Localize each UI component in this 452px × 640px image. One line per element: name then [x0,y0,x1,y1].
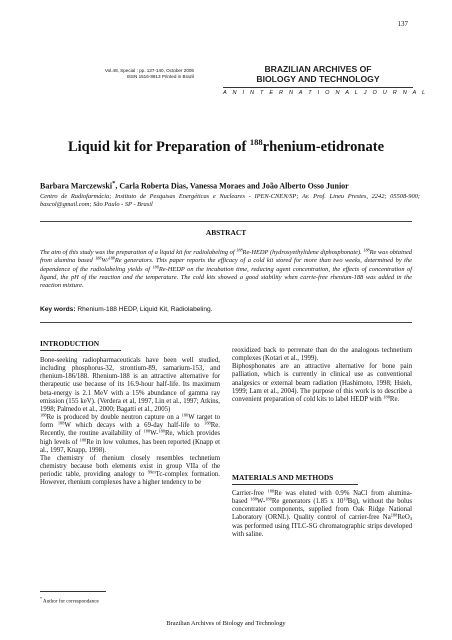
intro-paragraph-5: Biphosphonates are an attractive alternative for bone pain palliation, which is currently in clinical use as conventional analgesics or external beam radiation (Hashimoto, 1998; Hsieh, 1999; Lam et al., 2004). The purpose of this work is to describe a convenient preparation of cold kits to label HEDP with $^{188}$Re. [232,363,412,403]
abstract-divider [40,322,412,323]
author-list [40,180,420,191]
footnote-rule [40,591,106,592]
right-column [232,347,412,404]
page-number: 137 [397,20,408,28]
methods-paragraph-1: Carrier-free $^{188}$Re was eluted with 0.9% NaCl from alumina-based $^{188}$W-$^{188}$Re generators (1.85 x $10^{10}Bq$), without the bolus concentrator components, supplied from Oak Ridge National Laboratory (ORNL). Quality control of carrier-free $Na^{188}ReO_4$ was performed using ITLC-SG chromatographic strips developed with saline. [232,488,412,538]
intro-paragraph-3: The chemistry of rhenium closely resembles technetium chemistry because both elements exist in group VIIa of the periodic table, providing analogy to $^{99m}$Tc-complex formation. However, rhenium complexes have a higher tendency to be [40,454,220,487]
issn-line: ISSN 1516-8913 Printed in Brazil [126,74,194,79]
journal-title-line-2: BIOLOGY AND TECHNOLOGY [256,74,380,84]
keywords-label: Key words: [40,306,76,313]
header-divider [40,221,412,222]
footnote: * Author for correspondance [40,597,99,605]
masthead-rule [223,87,413,88]
page-footer: Brazilian Archives of Biology and Technology [166,620,286,627]
article-title: Liquid kit for Preparation of $^{188}$rhenium-etidronate [67,137,385,155]
journal-masthead [223,64,428,96]
correspondence-mark: * [112,180,116,187]
intro-paragraph-2: $^{188}$Re is produced by double neutron capture on a $^{186}$W target to form $^{188}$W which decays with a 69-day half-life to $^{188}$Re. Recently, the routine availability of $^{188}$W-$^{188}$Re, which provides high levels of $^{188}$Re in low volumes, has been reported (Knapp et al., 1997, Knapp, 1998). [40,412,220,454]
journal-subtitle: A N I N T E R N A T I O N A L J O U R N A L [223,90,428,96]
keywords [40,306,412,313]
affiliation: Centro de Radiofarmácia; Instituto de Pesquisas Energéticas e Nucleares - IPEN-CNEN/SP; Av. Prof. Lineu Prestes, 2242; 05508-900; bascol@gmail.com; São Paulo - SP - Brasil [40,193,420,209]
volume-line: Vol.48, Special : pp. 137-140, October 2005 [104,68,194,73]
first-author: Barbara Marczewski [40,181,113,191]
journal-title-line-1: BRAZILIAN ARCHIVES OF [264,64,372,74]
volume-info [96,68,194,80]
introduction-heading: INTRODUCTION [40,339,121,351]
methods-text [232,490,412,539]
other-authors: , Carla Roberta Dias, Vanessa Moraes and João Alberto Osso Junior [115,181,349,191]
left-column [40,357,220,488]
methods-heading: MATERIALS AND METHODS [232,473,358,485]
abstract-heading: ABSTRACT [205,228,247,237]
keywords-text: Rhenium-188 HEDP, Liquid Kit, Radiolabeling. [75,306,213,313]
intro-paragraph-4: reoxidized back to perrenate than do the analogous technetium complexes (Kotari et al., 1999). [232,347,412,363]
intro-paragraph-1: Bone-seeking radiopharmaceuticals have been well studied, including phosphorus-32, strontium-89, samarium-153, and rhenium-186/188. Rhenium-188 is an attractive alternative for therapeutic use because of its 16.9-hour half-life. Its maximum beta-energy is 2.1 MeV with a 15% abundance of gamma ray emission (155 keV). (Verdera et al, 1997, Lin et al., 1997; Atkins, 1998; Palmedo et al., 2000; Bagatti et al., 2005) [40,357,220,413]
abstract-text: The aim of this study was the preparation of a liquid kit for radiolabeling of $^{188}$Re-HEDP (hydroxyethylidene diphosphonate). $^{188}$Re was obtained from alumina based $^{188}$W/$^{188}$Re generators. This paper reports the efficacy of a cold kit stored for more than two weeks, determined by the dependence of the radiolabeling yields of $^{188}$Re-HEDP on the incubation time, reducing agent concentration, the effects of concentration of ligand, the pH of the reaction and the temperature. The cold kits showed a good stability when carrie-free rhenium-188 was added in the reaction mixture. [40,247,412,290]
